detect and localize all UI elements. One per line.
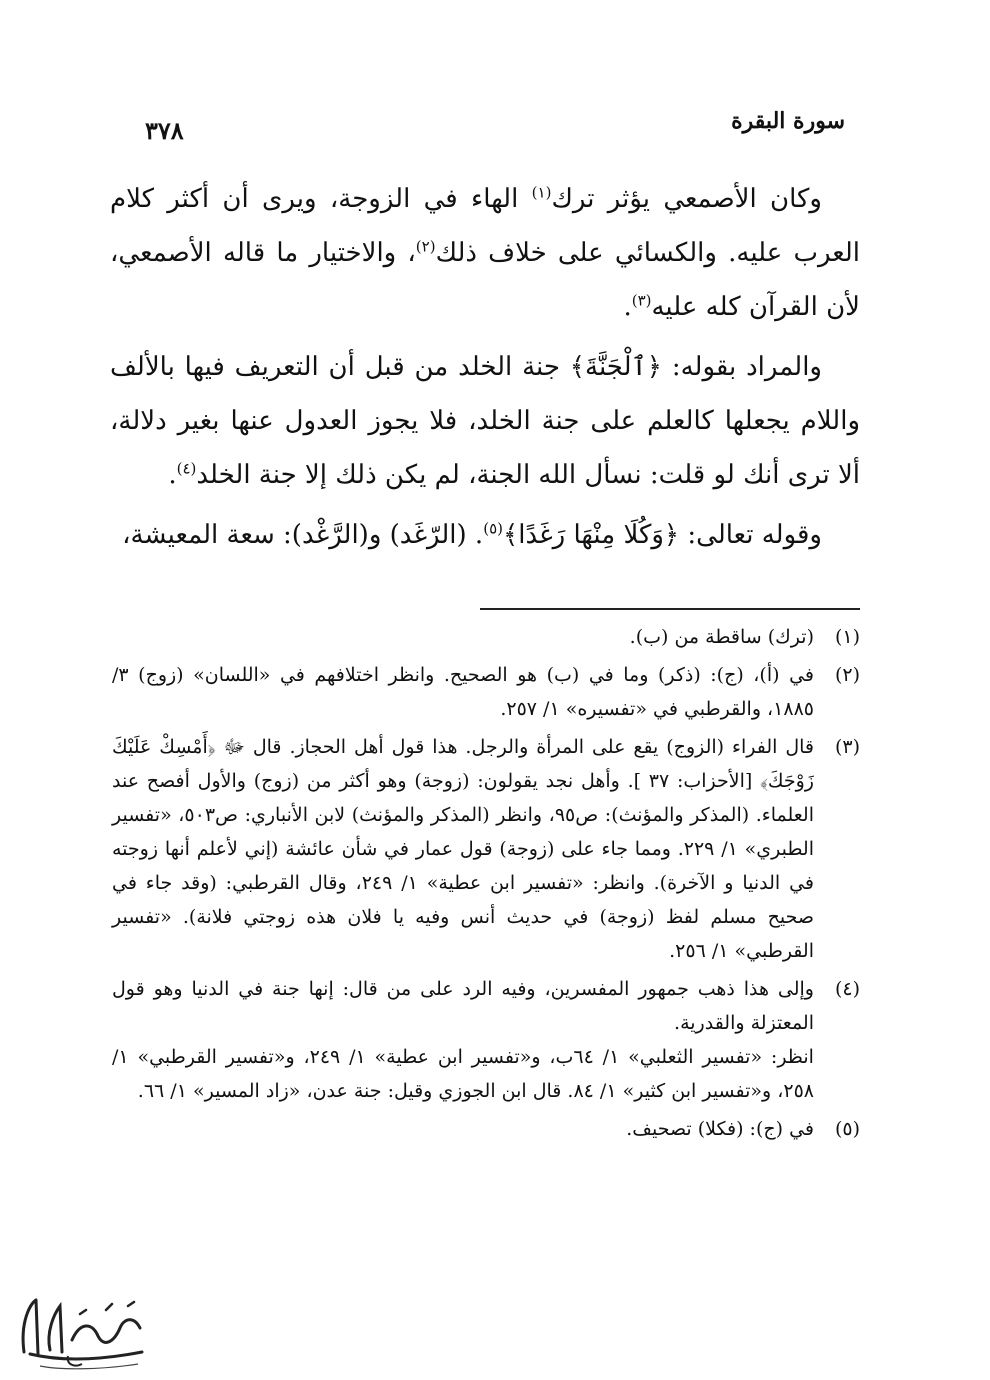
footnote-number: (٥) <box>834 1118 860 1140</box>
footnote-paragraph: في (أ)، (ج): (ذكر) وما في (ب) هو الصحيح. وانظر اختلافهم في «اللسان» (زوج) ٣/ ١٨٨٥، والقرطبي في «تفسيره» ١/ ٢٥٧. <box>112 664 814 720</box>
footnote-2 <box>112 658 860 726</box>
footnote-text <box>112 972 814 1108</box>
footnote-marker-5: (٥) <box>483 519 503 538</box>
calligraphy-watermark-logo <box>10 1292 155 1372</box>
paragraph-1 <box>110 172 860 334</box>
text-run: والمراد بقوله: ﴿ٱلْجَنَّةَ﴾ جنة الخلد من قبل أن التعريف فيها بالألف واللام يجعلها كالعلم على جنة الخلد، فلا يجوز العدول عنها بغير دلالة، ألا ترى أنك لو قلت: نسأل الله الجنة، لم يكن ذلك إلا جنة الخلد <box>110 352 860 490</box>
page-number: ٣٧٨ <box>145 116 184 145</box>
footnote-paragraph: قال الفراء (الزوج) يقع على المرأة والرجل. هذا قول أهل الحجاز. قال ﷻ ﴿أَمْسِكْ عَلَيْكَ زَوْجَكَ﴾ [الأحزاب: ٣٧ ]. وأهل نجد يقولون: (زوجة) وهو أكثر من (زوج) والأول أفصح عند العلماء. (المذكر والمؤنث): ص٩٥، وانظر (المذكر والمؤنث) لابن الأنباري: ص٥٠٣، «تفسير الطبري» ١/ ٢٢٩. ومما جاء على (زوجة) قول عمار في شأن عائشة (إني لأعلم أنها زوجته في الدنيا و الآخرة). وانظر: «تفسير ابن عطية» ١/ ٢٤٩، وقال القرطبي: (وقد جاء في صحيح مسلم لفظ (زوجة) في حديث أنس وفيه يا فلان هذه زوجتي فلانة). «تفسير القرطبي» ١/ ٢٥٦. <box>112 736 814 962</box>
text-run: الهاء في الزوجة، ويرى أن أكثر كلام العرب عليه. والكسائي على خلاف ذلك <box>110 184 860 268</box>
footnote-marker-4: (٤) <box>176 459 197 478</box>
footnote-5 <box>112 1112 860 1146</box>
footnote-paragraph: وإلى هذا ذهب جمهور المفسرين، وفيه الرد على من قال: إنها جنة في الدنيا وهو قول المعتزلة والقدرية. <box>112 978 814 1034</box>
footnote-1 <box>112 620 860 654</box>
footnote-text <box>112 658 814 726</box>
footnote-marker-1: (١) <box>531 183 552 202</box>
footnote-3 <box>112 730 860 968</box>
footnote-paragraph: (ترك) ساقطة من (ب). <box>629 626 814 648</box>
footnote-number: (٣) <box>834 736 860 758</box>
footnote-paragraph: في (ج): (فكلا) تصحيف. <box>626 1118 814 1140</box>
footnote-4 <box>112 972 860 1108</box>
main-text <box>110 172 860 562</box>
quran-quote: وقوله تعالى: ﴿وَكُلَا مِنْهَا رَغَدًا﴾ <box>502 520 822 550</box>
footnote-paragraph: انظر: «تفسير الثعلبي» ١/ ٦٤ب، و«تفسير ابن عطية» ١/ ٢٤٩، و«تفسير القرطبي» ١/ ٢٥٨، و«تفسير ابن كثير» ١/ ٨٤. قال ابن الجوزي وقيل: جنة عدن، «زاد المسير» ١/ ٦٦. <box>112 1046 814 1102</box>
footnote-text <box>112 620 814 654</box>
footnote-number: (٤) <box>834 978 860 1000</box>
text-run: وكان الأصمعي يؤثر ترك <box>551 184 822 214</box>
paragraph-2 <box>110 340 860 502</box>
text-run: . <box>168 460 177 490</box>
footnote-marker-2: (٢) <box>415 237 436 256</box>
footnote-text <box>112 1112 814 1146</box>
footnote-separator <box>480 608 860 610</box>
footnotes <box>112 620 860 1150</box>
surah-title: سورة البقرة <box>731 108 845 134</box>
text-run: ، والاختيار ما قاله الأصمعي، لأن القرآن كله عليه <box>110 238 860 322</box>
footnote-number: (١) <box>834 626 860 648</box>
footnote-marker-3: (٣) <box>631 291 652 310</box>
text-run: . <box>623 292 632 322</box>
text-run: . (الرّغَد) و(الرَّغْد): سعة المعيشة، <box>122 520 484 550</box>
running-header <box>145 100 845 150</box>
footnote-text <box>112 730 814 968</box>
footnote-number: (٢) <box>834 664 860 686</box>
paragraph-3 <box>110 508 860 562</box>
